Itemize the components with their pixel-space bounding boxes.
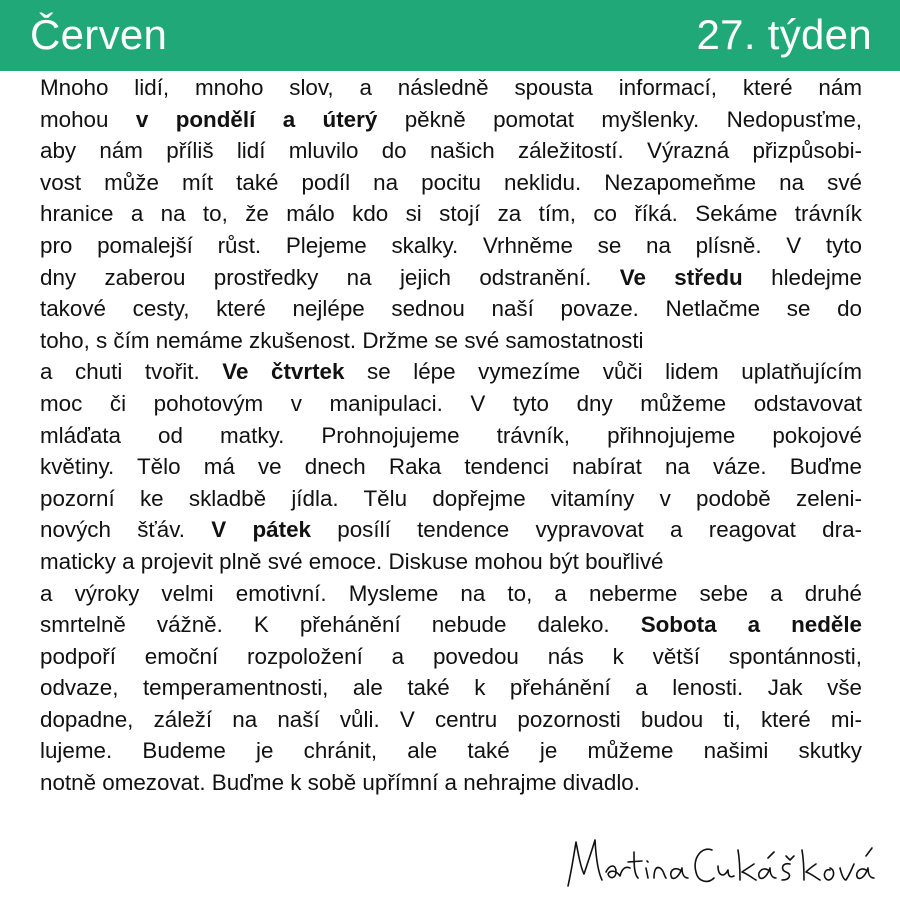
text-line: a výroky velmi emotivní. Mysleme na to, a neberme sebe a druhé [40,580,862,606]
text-line: dopadne, záleží na naší vůli. V centru pozornosti budou ti, které mi- [40,706,862,732]
text-line: aby nám příliš lidí mluvilo do našich záležitostí. Výrazná přizpůsobi- [40,138,862,164]
text-line: maticky a projevit plně své emoce. Diskuse mohou být bouřlivé [40,548,664,574]
text-line: hranice a na to, že málo kdo si stojí za tím, co říká. Sekáme trávník [40,201,862,227]
day-highlight: V pátek [211,517,311,543]
text-line: odvaze, temperamentnosti, ale také k přehánění a lenosti. Jak vše [40,675,862,701]
text-line: podpoří emoční rozpoložení a povedou nás k větší spontánnosti, [40,643,862,669]
text-line: dny zaberou prostředky na jejich odstranění. Ve středu hledejme [40,264,862,290]
signature-icon [562,828,880,894]
text-line: mláďata od matky. Prohnojujeme trávník, přihnojujeme pokojové [40,422,862,448]
author-signature [562,828,880,894]
text-line: notně omezovat. Buďme k sobě upřímní a nehrajme divadlo. [40,770,640,796]
week-number: 27. týden [696,11,872,58]
text-line: lujeme. Budeme je chránit, ale také je můžeme našimi skutky [40,738,862,764]
text-line: vost může mít také podíl na pocitu neklidu. Nezapomeňme na své [40,169,862,195]
horoscope-article [40,72,862,799]
text-line: a chuti tvořit. Ve čtvrtek se lépe vymezíme vůči lidem uplatňujícím [40,359,862,385]
text-line: takové cesty, které nejlépe sednou naší povaze. Netlačme se do [40,296,862,322]
text-line: nových šťáv. V pátek posílí tendence vypravovat a reagovat dra- [40,517,862,543]
month-title: Červen [30,11,168,58]
text-line: smrtelně vážně. K přehánění nebude daleko. Sobota a neděle [40,612,862,638]
text-line: pozorní ke skladbě jídla. Tělu dopřejme vitamíny v podobě zeleni- [40,485,862,511]
text-line: květiny. Tělo má ve dnech Raka tendenci nabírat na váze. Buďme [40,454,862,480]
day-highlight: v pondělí a úterý [135,106,378,132]
text-line: mohou v pondělí a úterý pěkně pomotat myšlenky. Nedopusťme, [40,106,862,132]
text-line: moc či pohotovým v manipulaci. V tyto dny můžeme odstavovat [40,390,862,416]
day-highlight: Ve čtvrtek [222,359,345,385]
text-line: toho, s čím nemáme zkušenost. Držme se své samostatnosti [40,327,644,353]
day-highlight: Sobota a neděle [640,612,862,638]
day-highlight: Ve středu [619,264,743,290]
text-line: Mnoho lidí, mnoho slov, a následně spousta informací, které nám [40,75,862,100]
text-line: pro pomalejší růst. Plejeme skalky. Vrhněme se na plísně. V tyto [40,232,862,258]
page-header [0,0,900,71]
